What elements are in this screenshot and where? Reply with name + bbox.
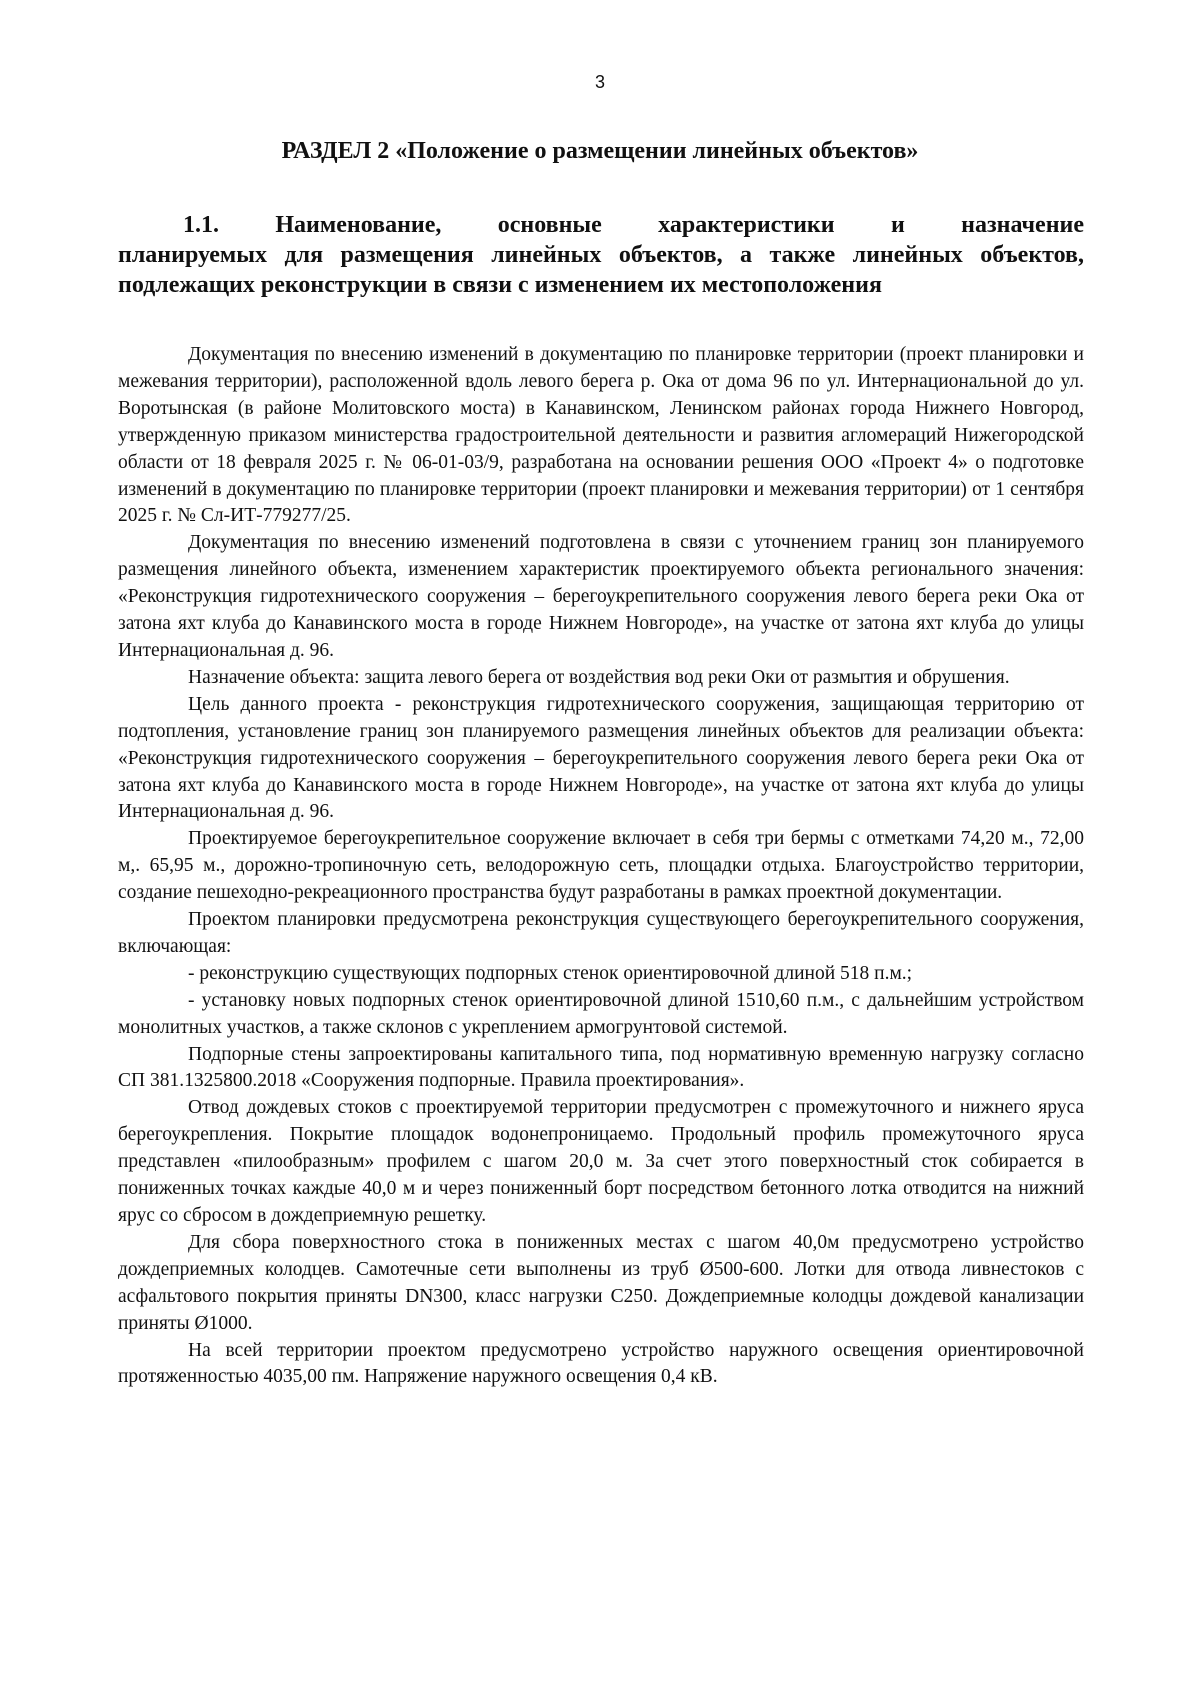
subsection-heading-rest: планируемых для размещения линейных объектов, а также линейных объектов, подлежащих реконструкции в связи с изменением их местоположения (118, 242, 1084, 298)
paragraph-10: На всей территории проектом предусмотрено устройство наружного освещения ориентировочной протяженностью 4035,00 пм. Напряжение наружного освещения 0,4 кВ. (118, 1339, 1084, 1388)
list-item-1: - реконструкцию существующих подпорных стенок ориентировочной длиной 518 п.м.; (188, 962, 913, 984)
section-title: РАЗДЕЛ 2 «Положение о размещении линейных объектов» (281, 138, 919, 164)
paragraph-1: Документация по внесению изменений в документацию по планировке территории (проект планировки и межевания территории), расположенной вдоль левого берега р. Ока от дома 96 по ул. Интернациональной до ул. Воротынская (в районе Молитовского моста) в Канавинском, Ленинском районах города Нижнего Новгород, утвержденную приказом министерства градостроительной деятельности и развития агломераций Нижегородской области от 18 февраля 2025 г. № 06-01-03/9, разработана на основании решения ООО «Проект 4» о подготовке изменений в документацию по планировке территории (проект планировки и межевания территории) от 1 сентября 2025 г. № Сл-ИТ-779277/25. (118, 344, 1084, 527)
paragraph-7: Подпорные стены запроектированы капитального типа, под нормативную временную нагрузку согласно СП 381.1325800.2018 «Сооружения подпорные. Правила проектирования». (118, 1043, 1084, 1092)
page-number: 3 (594, 72, 605, 92)
paragraph-9: Для сбора поверхностного стока в пониженных местах с шагом 40,0м предусмотрено устройство дождеприемных колодцев. Самотечные сети выполнены из труб Ø500-600. Лотки для отвода ливнестоков с асфальтового покрытия приняты DN300, класс нагрузки С250. Дождеприемные колодцы дождевой канализации приняты Ø1000. (118, 1231, 1084, 1334)
subsection-heading (118, 210, 1084, 300)
paragraph-2: Документация по внесению изменений подготовлена в связи с уточнением границ зон планируемого размещения линейного объекта, изменением характеристик проектируемого объекта регионального значения: «Реконструкция гидротехнического сооружения – берегоукрепительного сооружения левого берега реки Ока от затона яхт клуба до Канавинского моста в городе Нижнем Новгороде», на участке от затона яхт клуба до улицы Интернациональная д. 96. (118, 532, 1084, 661)
paragraph-3: Назначение объекта: защита левого берега от воздействия вод реки Оки от размытия и обрушения. (188, 666, 1010, 688)
list-item-2: - установку новых подпорных стенок ориентировочной длиной 1510,60 п.м., с дальнейшим устройством монолитных участков, а также склонов с укреплением армогрунтовой системой. (118, 989, 1084, 1038)
paragraph-8: Отвод дождевых стоков с проектируемой территории предусмотрен с промежуточного и нижнего яруса берегоукрепления. Покрытие площадок водонепроницаемо. Продольный профиль промежуточного яруса представлен «пилообразным» профилем с шагом 20,0 м. За счет этого поверхностный сток собирается в пониженных точках каждые 40,0 м и через пониженный борт посредством бетонного лотка отводится на нижний ярус со сбросом в дождеприемную решетку. (118, 1097, 1084, 1226)
paragraph-6: Проектом планировки предусмотрена реконструкция существующего берегоукрепительного сооружения, включающая: (118, 909, 1084, 957)
subsection-heading-first-line: 1.1. Наименование, основные характеристики и назначение (183, 212, 1084, 238)
paragraph-4: Цель данного проекта - реконструкция гидротехнического сооружения, защищающая территорию от подтопления, установление границ зон планируемого размещения линейных объектов для реализации объекта: «Реконструкция гидротехнического сооружения – берегоукрепительного сооружения левого берега реки Ока от затона яхт клуба до Канавинского моста в городе Нижнем Новгороде», на участке от затона яхт клуба до улицы Интернациональная д. 96. (118, 693, 1084, 823)
document-body (118, 342, 1084, 1391)
paragraph-5: Проектируемое берегоукрепительное сооружение включает в себя три бермы с отметками 74,20 м., 72,00 м,. 65,95 м., дорожно-тропиночную сеть, велодорожную сеть, площадки отдыха. Благоустройство территории, создание пешеходно-рекреационного пространства будут разработаны в рамках проектной документации. (118, 828, 1084, 904)
